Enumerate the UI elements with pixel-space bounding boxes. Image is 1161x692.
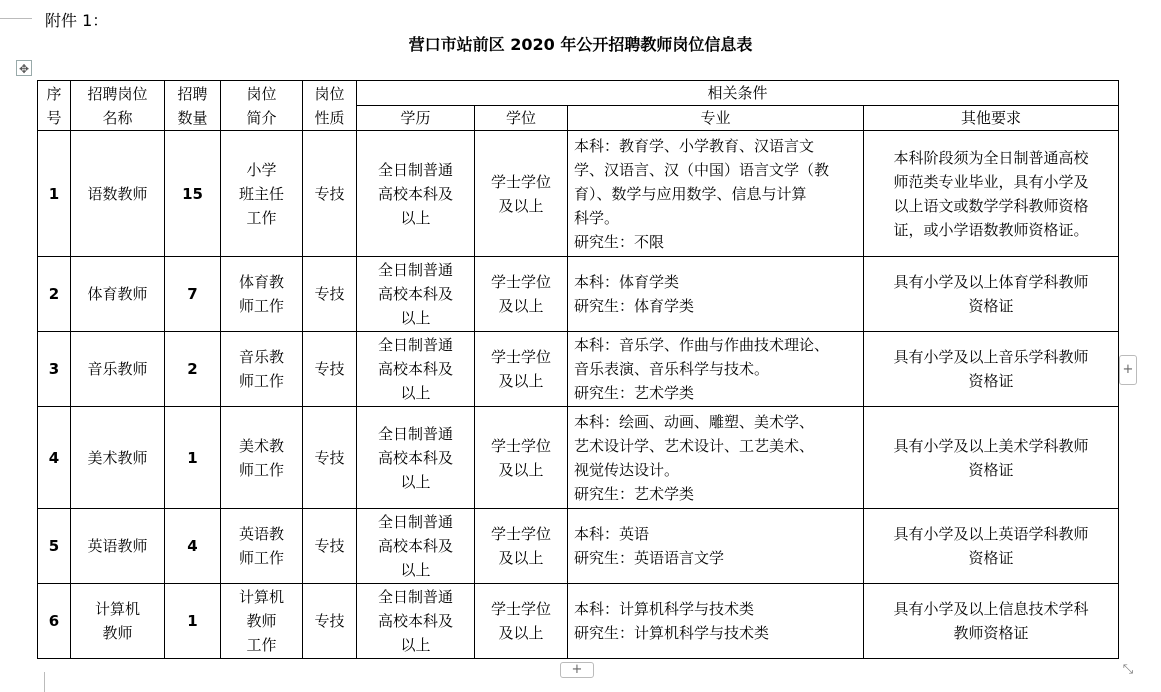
cell-education: 全日制普通 高校本科及 以上 (357, 257, 475, 332)
table-row (38, 584, 1119, 659)
cell-major: 本科：英语 研究生：英语语言文学 (568, 509, 864, 584)
cell-degree: 学士学位 及以上 (475, 584, 568, 659)
cell-count: 7 (165, 257, 221, 332)
cell-nature: 专技 (303, 509, 357, 584)
cell-post-name: 语数教师 (71, 131, 165, 257)
header-other: 其他要求 (864, 106, 1119, 131)
header-count: 招聘 数量 (165, 81, 221, 131)
cell-count: 2 (165, 332, 221, 407)
cell-other: 具有小学及以上体育学科教师 资格证 (864, 257, 1119, 332)
cell-seq: 4 (38, 407, 71, 509)
cell-nature: 专技 (303, 131, 357, 257)
cell-major: 本科：计算机科学与技术类 研究生：计算机科学与技术类 (568, 584, 864, 659)
cell-intro: 美术教 师工作 (221, 407, 303, 509)
cell-intro: 小学 班主任 工作 (221, 131, 303, 257)
header-seq: 序 号 (38, 81, 71, 131)
header-row-1 (38, 81, 1119, 106)
cell-other: 具有小学及以上英语学科教师 资格证 (864, 509, 1119, 584)
header-intro: 岗位 简介 (221, 81, 303, 131)
header-degree: 学位 (475, 106, 568, 131)
cell-seq: 2 (38, 257, 71, 332)
header-education: 学历 (357, 106, 475, 131)
table-row (38, 257, 1119, 332)
plus-icon: + (1122, 362, 1134, 377)
table-row (38, 332, 1119, 407)
cell-other: 本科阶段须为全日制普通高校 师范类专业毕业，具有小学及 以上语文或数学学科教师资格 证，或小学语数教师资格证。 (864, 131, 1119, 257)
cell-intro: 英语教 师工作 (221, 509, 303, 584)
cell-count: 1 (165, 584, 221, 659)
table-move-handle[interactable] (16, 60, 32, 76)
cell-degree: 学士学位 及以上 (475, 407, 568, 509)
cell-other: 具有小学及以上信息技术学科 教师资格证 (864, 584, 1119, 659)
cell-degree: 学士学位 及以上 (475, 257, 568, 332)
cell-degree: 学士学位 及以上 (475, 131, 568, 257)
table-row (38, 131, 1119, 257)
cell-major: 本科：音乐学、作曲与作曲技术理论、 音乐表演、音乐科学与技术。 研究生：艺术学类 (568, 332, 864, 407)
recruitment-table (37, 80, 1119, 659)
cell-degree: 学士学位 及以上 (475, 332, 568, 407)
cell-degree: 学士学位 及以上 (475, 509, 568, 584)
cell-nature: 专技 (303, 407, 357, 509)
cell-count: 4 (165, 509, 221, 584)
attachment-label: 附件 1： (45, 11, 109, 30)
cell-other: 具有小学及以上美术学科教师 资格证 (864, 407, 1119, 509)
cell-intro: 音乐教 师工作 (221, 332, 303, 407)
table-row (38, 407, 1119, 509)
cell-seq: 5 (38, 509, 71, 584)
cell-seq: 3 (38, 332, 71, 407)
cell-post-name: 英语教师 (71, 509, 165, 584)
cell-major: 本科：体育学类 研究生：体育学类 (568, 257, 864, 332)
header-conditions: 相关条件 (357, 81, 1119, 106)
resize-icon: ⤡ (1122, 662, 1134, 677)
cell-count: 1 (165, 407, 221, 509)
cell-major: 本科：教育学、小学教育、汉语言文 学、汉语言、汉（中国）语言文学（教 育）、数学与应用数学、信息与计算 科学。 研究生：不限 (568, 131, 864, 257)
add-column-button[interactable] (1119, 355, 1137, 385)
page-corner-top (0, 18, 32, 19)
cell-nature: 专技 (303, 332, 357, 407)
table-row (38, 509, 1119, 584)
cell-education: 全日制普通 高校本科及 以上 (357, 407, 475, 509)
cell-other: 具有小学及以上音乐学科教师 资格证 (864, 332, 1119, 407)
cell-major: 本科：绘画、动画、雕塑、美术学、 艺术设计学、艺术设计、工艺美术、 视觉传达设计。 研究生：艺术学类 (568, 407, 864, 509)
cell-intro: 体育教 师工作 (221, 257, 303, 332)
cell-post-name: 体育教师 (71, 257, 165, 332)
page-title: 营口市站前区 2020 年公开招聘教师岗位信息表 (408, 35, 753, 54)
header-post-name: 招聘岗位 名称 (71, 81, 165, 131)
cell-intro: 计算机 教师 工作 (221, 584, 303, 659)
cell-post-name: 美术教师 (71, 407, 165, 509)
add-row-button[interactable] (560, 662, 594, 678)
cell-count: 15 (165, 131, 221, 257)
cell-education: 全日制普通 高校本科及 以上 (357, 332, 475, 407)
cell-education: 全日制普通 高校本科及 以上 (357, 584, 475, 659)
header-nature: 岗位 性质 (303, 81, 357, 131)
cell-post-name: 音乐教师 (71, 332, 165, 407)
move-icon: ✥ (18, 62, 30, 76)
cell-seq: 1 (38, 131, 71, 257)
table-resize-handle[interactable] (1120, 662, 1136, 678)
cell-nature: 专技 (303, 257, 357, 332)
cell-education: 全日制普通 高校本科及 以上 (357, 509, 475, 584)
cell-nature: 专技 (303, 584, 357, 659)
cell-seq: 6 (38, 584, 71, 659)
cell-post-name: 计算机 教师 (71, 584, 165, 659)
plus-icon: + (571, 662, 583, 677)
cell-education: 全日制普通 高校本科及 以上 (357, 131, 475, 257)
header-major: 专业 (568, 106, 864, 131)
page-corner-bottom (44, 672, 45, 692)
